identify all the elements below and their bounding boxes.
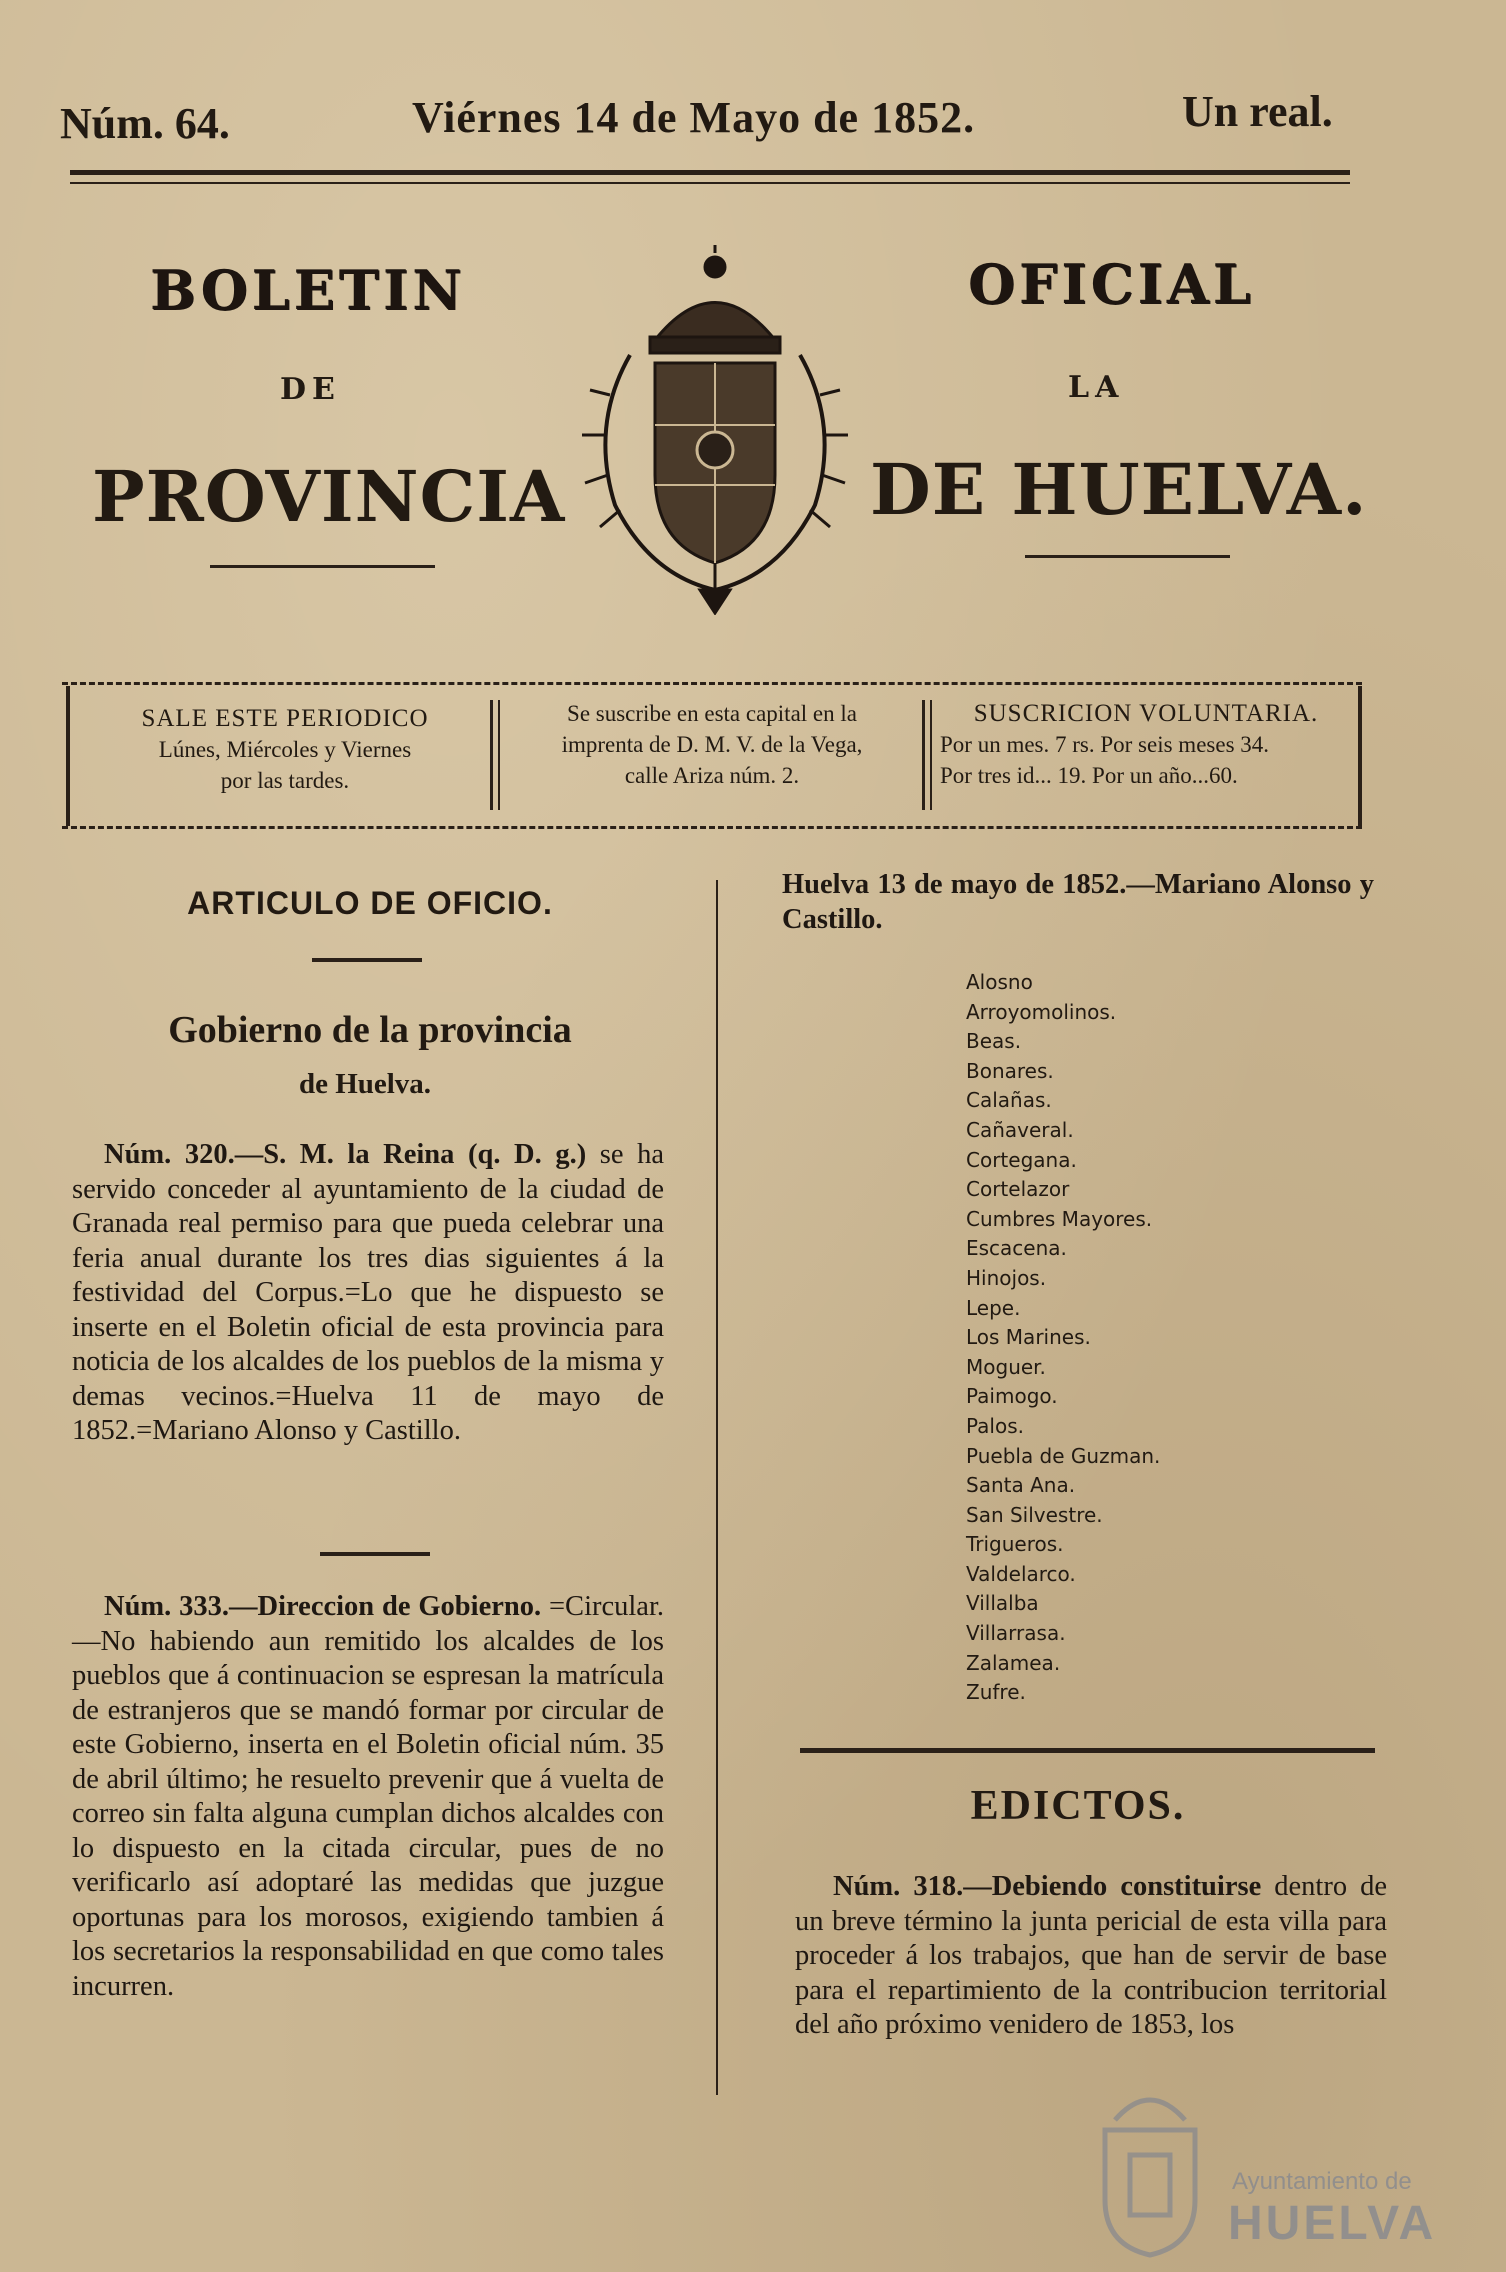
band-divider-1b — [498, 700, 500, 810]
town-list-item: Zufre. — [966, 1680, 1026, 1705]
royal-coat-of-arms-icon — [570, 245, 860, 615]
band-divider-2a — [922, 700, 925, 810]
town-list-item: Moguer. — [966, 1354, 1046, 1379]
watermark-line-2: HUELVA — [1228, 2197, 1437, 2250]
title-provincia: PROVINCIA — [92, 455, 566, 538]
voluntary-title: SUSCRICION VOLUNTARIA. — [973, 700, 1319, 727]
city-shield-icon — [1095, 2080, 1205, 2260]
schedule-title: SALE ESTE PERIODICO — [141, 705, 429, 732]
title-la: LA — [1068, 370, 1125, 405]
edict-318 — [795, 1870, 1387, 2043]
edict-318-lead: Núm. 318.—Debiendo constituirse — [833, 1871, 1262, 1902]
town-list-item: Alosno — [966, 970, 1033, 994]
schedule-block — [90, 703, 480, 796]
title-de-huelva: DE HUELVA. — [870, 448, 1368, 531]
town-list-item: Villalba — [966, 1591, 1039, 1616]
town-list-item: Zalamea. — [966, 1650, 1061, 1675]
title-oficial: OFICIAL — [968, 252, 1255, 316]
schedule-days: Lúnes, Miércoles y Viernes — [158, 737, 412, 762]
town-list-item: Trigueros. — [966, 1532, 1064, 1557]
band-divider-2b — [930, 700, 932, 810]
signature-line: Huelva 13 de mayo de 1852.—Mariano Alonso y Castillo. — [782, 869, 1374, 935]
title-ornament-right — [1025, 555, 1230, 558]
article-333 — [72, 1590, 664, 2004]
schedule-time: por las tardes. — [220, 768, 350, 793]
town-list-item: Palos. — [966, 1413, 1024, 1438]
band-border-bottom — [62, 826, 1362, 829]
gov-title: Gobierno de la provincia — [168, 1009, 572, 1051]
watermark-line-1: Ayuntamiento de — [1232, 2168, 1412, 2195]
town-list-item: Villarrasa. — [966, 1621, 1066, 1646]
band-border-left — [66, 686, 70, 826]
right-rule — [800, 1748, 1375, 1753]
town-list-item: Cumbres Mayores. — [966, 1206, 1153, 1231]
town-list-item: Calañas. — [966, 1088, 1052, 1113]
subscribe-block — [508, 698, 916, 791]
article-333-lead: Núm. 333.—Direccion de Gobierno. — [104, 1591, 542, 1622]
gov-subtitle: de Huelva. — [298, 1068, 432, 1100]
edicts-title: EDICTOS. — [970, 1783, 1186, 1829]
article-320-lead: Núm. 320.—S. M. la Reina (q. D. g.) — [104, 1139, 587, 1170]
town-list-item: Escacena. — [966, 1236, 1067, 1261]
subscribe-line-3: calle Ariza núm. 2. — [624, 763, 800, 788]
town-list-item: Arroyomolinos. — [966, 999, 1117, 1024]
section-rule — [312, 958, 422, 962]
section-title: ARTICULO DE OFICIO. — [187, 885, 553, 921]
town-list-item: Hinojos. — [966, 1265, 1047, 1290]
town-list-item: Cañaveral. — [966, 1117, 1074, 1142]
town-list-item: Cortegana. — [966, 1147, 1077, 1172]
voluntary-line-1: Por un mes. 7 rs. Por seis meses 34. — [940, 732, 1270, 757]
issue-price: Un real. — [1182, 87, 1333, 136]
town-list-item: Santa Ana. — [966, 1473, 1076, 1498]
town-list-item: San Silvestre. — [966, 1502, 1103, 1527]
town-list-item: Los Marines. — [966, 1325, 1091, 1350]
town-list-item: Bonares. — [966, 1058, 1054, 1083]
title-ornament-left — [210, 565, 435, 568]
article-333-body: =Circular.—No habiendo aun remitido los alcaldes de los pueblos que á continuacion se espresan la matrícula de estranjeros que se mandó formar por circular de este Gobierno, inserta en el Boletin oficial núm. 35 de abril último; he resuelto prevenir que á vuelta de correo sin falta alguna cumplan dichos alcaldes con lo dispuesto en la citada circular, pues de no verificarlo así adoptaré las medidas que juzgue oportunas para los morosos, exigiendo tambien á los secretarios la responsabilidad en que como tales incurren. — [72, 1591, 664, 2002]
town-list-item: Puebla de Guzman. — [966, 1443, 1161, 1468]
masthead-rule-top — [70, 170, 1350, 175]
voluntary-block — [940, 698, 1352, 791]
title-boletin: BOLETIN — [150, 258, 466, 322]
town-list-item: Cortelazor — [966, 1177, 1070, 1202]
subscribe-line-2: imprenta de D. M. V. de la Vega, — [561, 732, 863, 757]
issue-number: Núm. 64. — [60, 99, 230, 148]
column-divider — [716, 880, 718, 2095]
town-list-item: Lepe. — [966, 1295, 1021, 1320]
issue-date: Viérnes 14 de Mayo de 1852. — [412, 93, 976, 142]
masthead-rule-bottom — [70, 182, 1350, 184]
edict-318-body: dentro de un breve término la junta pericial de esta villa para proceder á los trabajos, que han de servir de base para el repartimiento de la contribucion territorial del año próximo venidero de 1853, los — [795, 1871, 1387, 2040]
article-320-body: se ha servido conceder al ayuntamiento de la ciudad de Granada real permiso para que pueda celebrar una feria anual durante los tres dias siguientes á la festividad del Corpus.=Lo que he dispuesto se inserte en el Boletin oficial de esta provincia para noticia de los alcaldes de los pueblos de la misma y demas vecinos.=Huelva 11 de mayo de 1852.=Mariano Alonso y Castillo. — [72, 1139, 665, 1446]
band-divider-1a — [490, 700, 493, 810]
voluntary-line-2: Por tres id... 19. Por un año...60. — [940, 763, 1238, 788]
band-border-right — [1358, 686, 1362, 826]
title-de: DE — [280, 372, 341, 407]
town-list-item: Paimogo. — [966, 1384, 1058, 1409]
town-list — [966, 968, 1286, 1708]
town-list-item: Beas. — [966, 1029, 1022, 1054]
town-list-item: Valdelarco. — [966, 1561, 1076, 1586]
article-separator — [320, 1552, 430, 1556]
subscribe-line-1: Se suscribe en esta capital en la — [567, 701, 857, 726]
band-border-top — [62, 682, 1362, 685]
article-320 — [72, 1138, 664, 1449]
